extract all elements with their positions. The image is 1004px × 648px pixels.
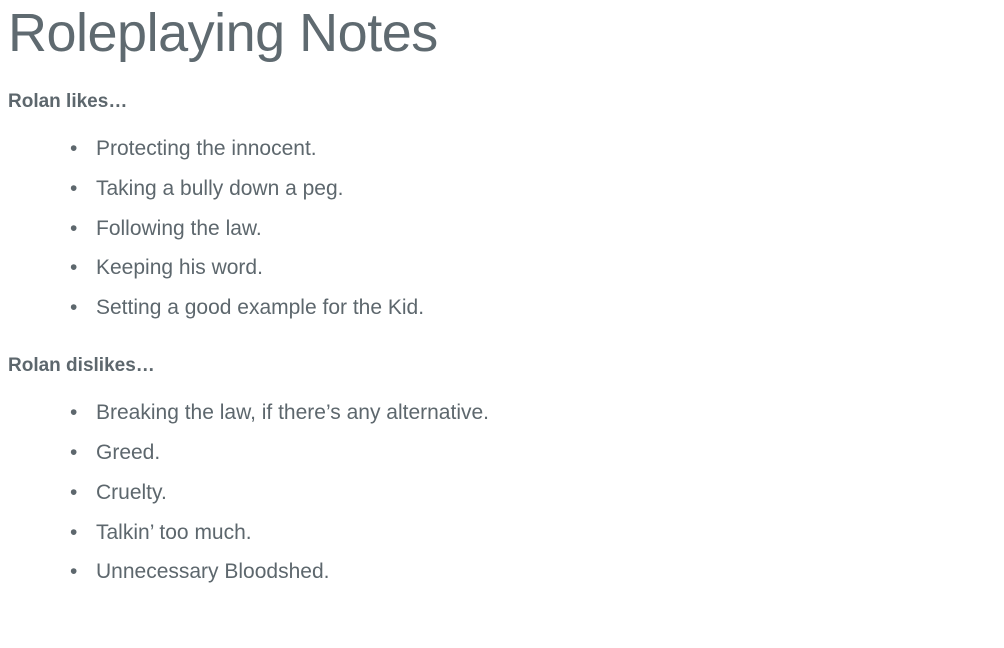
dislikes-list: [8, 379, 1004, 592]
list-item: • Setting a good example for the Kid.: [70, 288, 1004, 328]
list-item: • Unnecessary Bloodshed.: [70, 552, 1004, 592]
page-title: Roleplaying Notes: [8, 3, 438, 63]
list-item: • Protecting the innocent.: [70, 129, 1004, 169]
list-item: • Taking a bully down a peg.: [70, 169, 1004, 209]
list-item: • Talkin’ too much.: [70, 513, 1004, 553]
list-item: • Following the law.: [70, 209, 1004, 249]
list-item: • Greed.: [70, 433, 1004, 473]
list-item: • Breaking the law, if there’s any alternative.: [70, 393, 1004, 433]
list-item: • Cruelty.: [70, 473, 1004, 513]
section-heading-likes: Rolan likes…: [8, 91, 128, 113]
likes-list: [8, 115, 1004, 328]
list-item: • Keeping his word.: [70, 248, 1004, 288]
section-heading-dislikes: Rolan dislikes…: [8, 355, 155, 377]
